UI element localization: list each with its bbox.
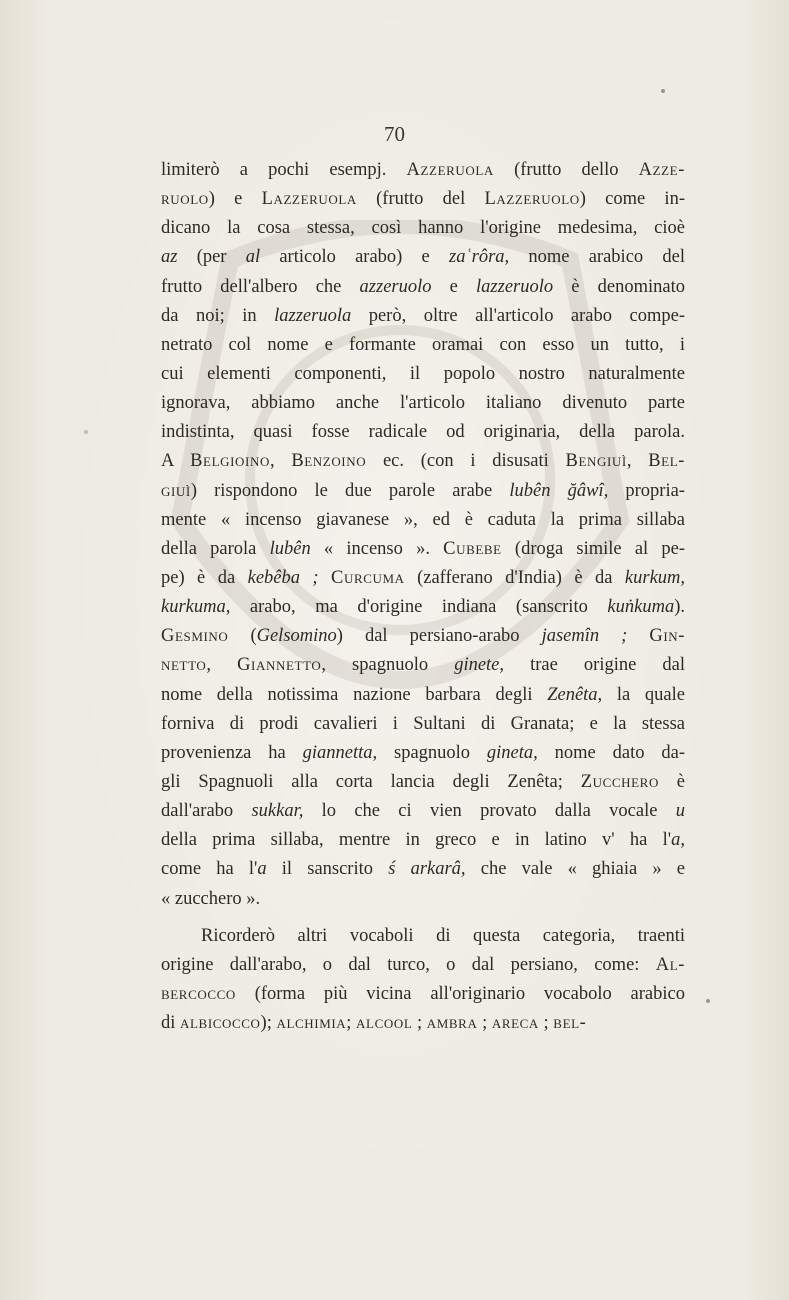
text-run: nome della notissima nazione barbara degli — [161, 684, 548, 705]
small-caps-term: ruolo — [161, 189, 209, 210]
small-caps-term: Cubebe — [443, 538, 502, 559]
italic-term: lubên ğâwî, — [509, 480, 609, 501]
italic-term: lazzeruolo — [476, 276, 554, 297]
text-run: nome dato da- — [537, 742, 685, 763]
small-caps-term: Al- — [655, 954, 685, 975]
italic-term: ś arkarâ, — [388, 859, 466, 880]
text-run: indistinta, quasi fosse radicale od originaria, della parola. — [161, 422, 685, 443]
text-line — [161, 331, 685, 360]
small-caps-term: netto — [161, 655, 207, 676]
text-run: (zafferano d'India) è da — [404, 567, 625, 588]
small-caps-term: albicocco — [180, 1013, 261, 1034]
text-run: , — [206, 655, 238, 676]
italic-term: gineta, — [486, 742, 538, 763]
text-line — [161, 797, 685, 826]
text-run: (forma più vicina all'originario vocabolo arabico — [235, 983, 685, 1004]
small-caps-term: ambra — [426, 1013, 478, 1034]
text-run: ; — [477, 1013, 492, 1034]
italic-term: Gelsomino — [256, 626, 337, 647]
text-run: provenienza ha — [161, 742, 303, 763]
text-run: mente « incenso giavanese », ed è caduta la prima sillaba — [161, 509, 685, 530]
text-run: ) rispondono le due parole arabe — [190, 480, 510, 501]
text-line — [161, 156, 685, 185]
text-line — [161, 389, 685, 418]
text-line — [161, 855, 685, 884]
text-line — [161, 273, 685, 302]
text-run: (frutto del — [356, 189, 485, 210]
text-run: arabo, ma d'origine indiana (sanscrito — [230, 597, 608, 618]
text-line — [161, 564, 685, 593]
text-run: ) dal persiano-arabo — [336, 626, 542, 647]
italic-term: lazzeruola — [274, 305, 352, 326]
italic-term: Zenêta, — [547, 684, 603, 705]
small-caps-term: Belgioino — [190, 451, 270, 472]
text-run: ; — [346, 1013, 357, 1034]
small-caps-term: alcool — [356, 1013, 413, 1034]
paper-speck — [706, 999, 710, 1003]
italic-term: az — [161, 247, 178, 268]
text-run: della parola — [161, 538, 270, 559]
italic-term: sukkar, — [251, 801, 304, 822]
text-run: netrato col nome e formante oramai con esso un tutto, i — [161, 334, 685, 355]
text-run: il sanscrito — [266, 859, 389, 880]
text-line — [161, 1009, 685, 1038]
small-caps-term: Bel- — [648, 451, 686, 472]
text-line — [161, 768, 685, 797]
text-line — [161, 447, 685, 476]
text-run: trae origine dal — [504, 655, 685, 676]
text-run: lo che ci vien provato dalla vocale — [303, 801, 676, 822]
text-run: della prima sillaba, mentre in greco e in latino v' ha l' — [161, 830, 672, 851]
text-run: (frutto dello — [493, 160, 639, 180]
text-run: ); — [260, 1013, 277, 1034]
text-line — [161, 535, 685, 564]
italic-term: azzeruolo — [359, 276, 432, 297]
text-line — [161, 477, 685, 506]
text-line — [161, 651, 685, 680]
italic-term: kurkum, — [624, 567, 686, 588]
text-line — [161, 593, 685, 622]
italic-term: al — [245, 247, 261, 268]
text-run: ) come in- — [579, 189, 685, 210]
small-caps-term: bel- — [553, 1013, 587, 1034]
text-run: ignorava, abbiamo anche l'articolo italiano divenuto parte — [161, 393, 685, 414]
text-run: è denominato — [553, 276, 685, 297]
text-run: ; — [412, 1013, 427, 1034]
text-run: da noi; in — [161, 305, 275, 326]
text-line — [161, 214, 685, 243]
page-number: 70 — [384, 122, 405, 146]
small-caps-term: areca — [491, 1013, 539, 1034]
text-run: che vale « ghiaia » e — [465, 859, 686, 880]
small-caps-term: Benzoino — [291, 451, 367, 472]
small-caps-term: Zucchero — [580, 771, 659, 792]
text-run: però, oltre all'articolo arabo compe- — [351, 305, 685, 326]
text-line — [161, 885, 685, 914]
text-run: pe) è da — [161, 567, 248, 588]
small-caps-term: Lazzeruola — [261, 189, 357, 210]
small-caps-term: Giannetto — [237, 655, 322, 676]
text-run — [319, 568, 331, 588]
text-run — [627, 626, 649, 646]
text-run: Ricorderò altri vocaboli di questa categoria, traenti — [201, 925, 685, 946]
small-caps-term: Curcuma — [331, 567, 405, 588]
text-line — [161, 622, 685, 651]
paper-speck — [84, 430, 88, 434]
text-run: , spagnuolo — [321, 655, 455, 676]
italic-term: kuṅkuma — [607, 597, 675, 618]
text-line — [161, 302, 685, 331]
small-caps-term: Bengiuì — [565, 451, 627, 472]
text-run: ; — [538, 1013, 554, 1034]
text-line — [161, 980, 685, 1009]
paragraph-gap — [161, 914, 685, 922]
text-line — [161, 243, 685, 272]
small-caps-term: Azze- — [638, 160, 685, 180]
text-line — [161, 739, 685, 768]
text-run: come ha l' — [161, 859, 258, 880]
text-run: forniva di prodi cavalieri i Sultani di Granata; e la stessa — [161, 713, 685, 734]
text-run: ( — [228, 626, 257, 647]
italic-term: a — [257, 859, 267, 880]
text-run: « incenso ». — [310, 538, 444, 559]
text-run: origine dall'arabo, o dal turco, o dal persiano, come: — [161, 954, 656, 975]
text-run: è — [658, 771, 685, 792]
text-run: spagnuolo — [377, 742, 487, 763]
text-line — [161, 418, 685, 447]
italic-term: u — [675, 801, 685, 822]
text-run: , — [269, 451, 292, 472]
small-caps-term: bercocco — [161, 983, 236, 1004]
text-run: A — [161, 451, 191, 472]
text-run: e — [431, 276, 477, 297]
small-caps-term: alchimia — [276, 1013, 347, 1034]
text-line — [161, 951, 685, 980]
text-run: articolo arabo) e — [260, 247, 450, 268]
text-run: la quale — [602, 684, 685, 705]
text-run: limiterò a pochi esempj. — [161, 160, 407, 180]
text-run: frutto dell'albero che — [161, 276, 360, 297]
text-run: ) e — [208, 189, 262, 210]
small-caps-term: Gesmino — [161, 626, 229, 647]
text-run: propria- — [608, 480, 685, 501]
small-caps-term: Lazzeruolo — [484, 189, 580, 210]
small-caps-term: Azzeruola — [406, 160, 494, 180]
text-line — [161, 681, 685, 710]
italic-term: ginete, — [454, 655, 505, 676]
text-line — [161, 185, 685, 214]
body-text — [161, 156, 685, 1038]
italic-term: kebêba ; — [247, 567, 319, 588]
text-line — [161, 710, 685, 739]
small-caps-term: giuì — [161, 480, 191, 501]
text-run: di — [161, 1013, 181, 1034]
text-run: (per — [177, 247, 246, 268]
text-line — [161, 826, 685, 855]
text-line — [161, 922, 685, 951]
italic-term: zaʿrôra, — [449, 247, 510, 268]
italic-term: kurkuma, — [161, 597, 231, 618]
text-line — [161, 506, 685, 535]
text-run: (droga simile al pe- — [501, 538, 686, 559]
paper-speck — [661, 89, 665, 93]
text-run: « zucchero ». — [161, 888, 261, 909]
text-run: dall'arabo — [161, 801, 252, 822]
text-run: dicano la cosa stessa, così hanno l'origine medesima, cioè — [161, 218, 685, 239]
text-run: , — [626, 451, 649, 472]
text-run: cui elementi componenti, il popolo nostro naturalmente — [161, 363, 685, 384]
italic-term: giannetta, — [302, 742, 378, 763]
text-run: gli Spagnuoli alla corta lancia degli Zenêta; — [161, 771, 581, 792]
italic-term: jasemîn ; — [541, 626, 628, 647]
text-run: ). — [674, 597, 685, 618]
text-line — [161, 360, 685, 389]
italic-term: lubên — [269, 538, 311, 559]
italic-term: a, — [671, 830, 685, 851]
small-caps-term: Gin- — [649, 626, 685, 647]
text-run: nome arabico del — [509, 247, 685, 268]
text-run: ec. (con i disusati — [366, 451, 566, 472]
